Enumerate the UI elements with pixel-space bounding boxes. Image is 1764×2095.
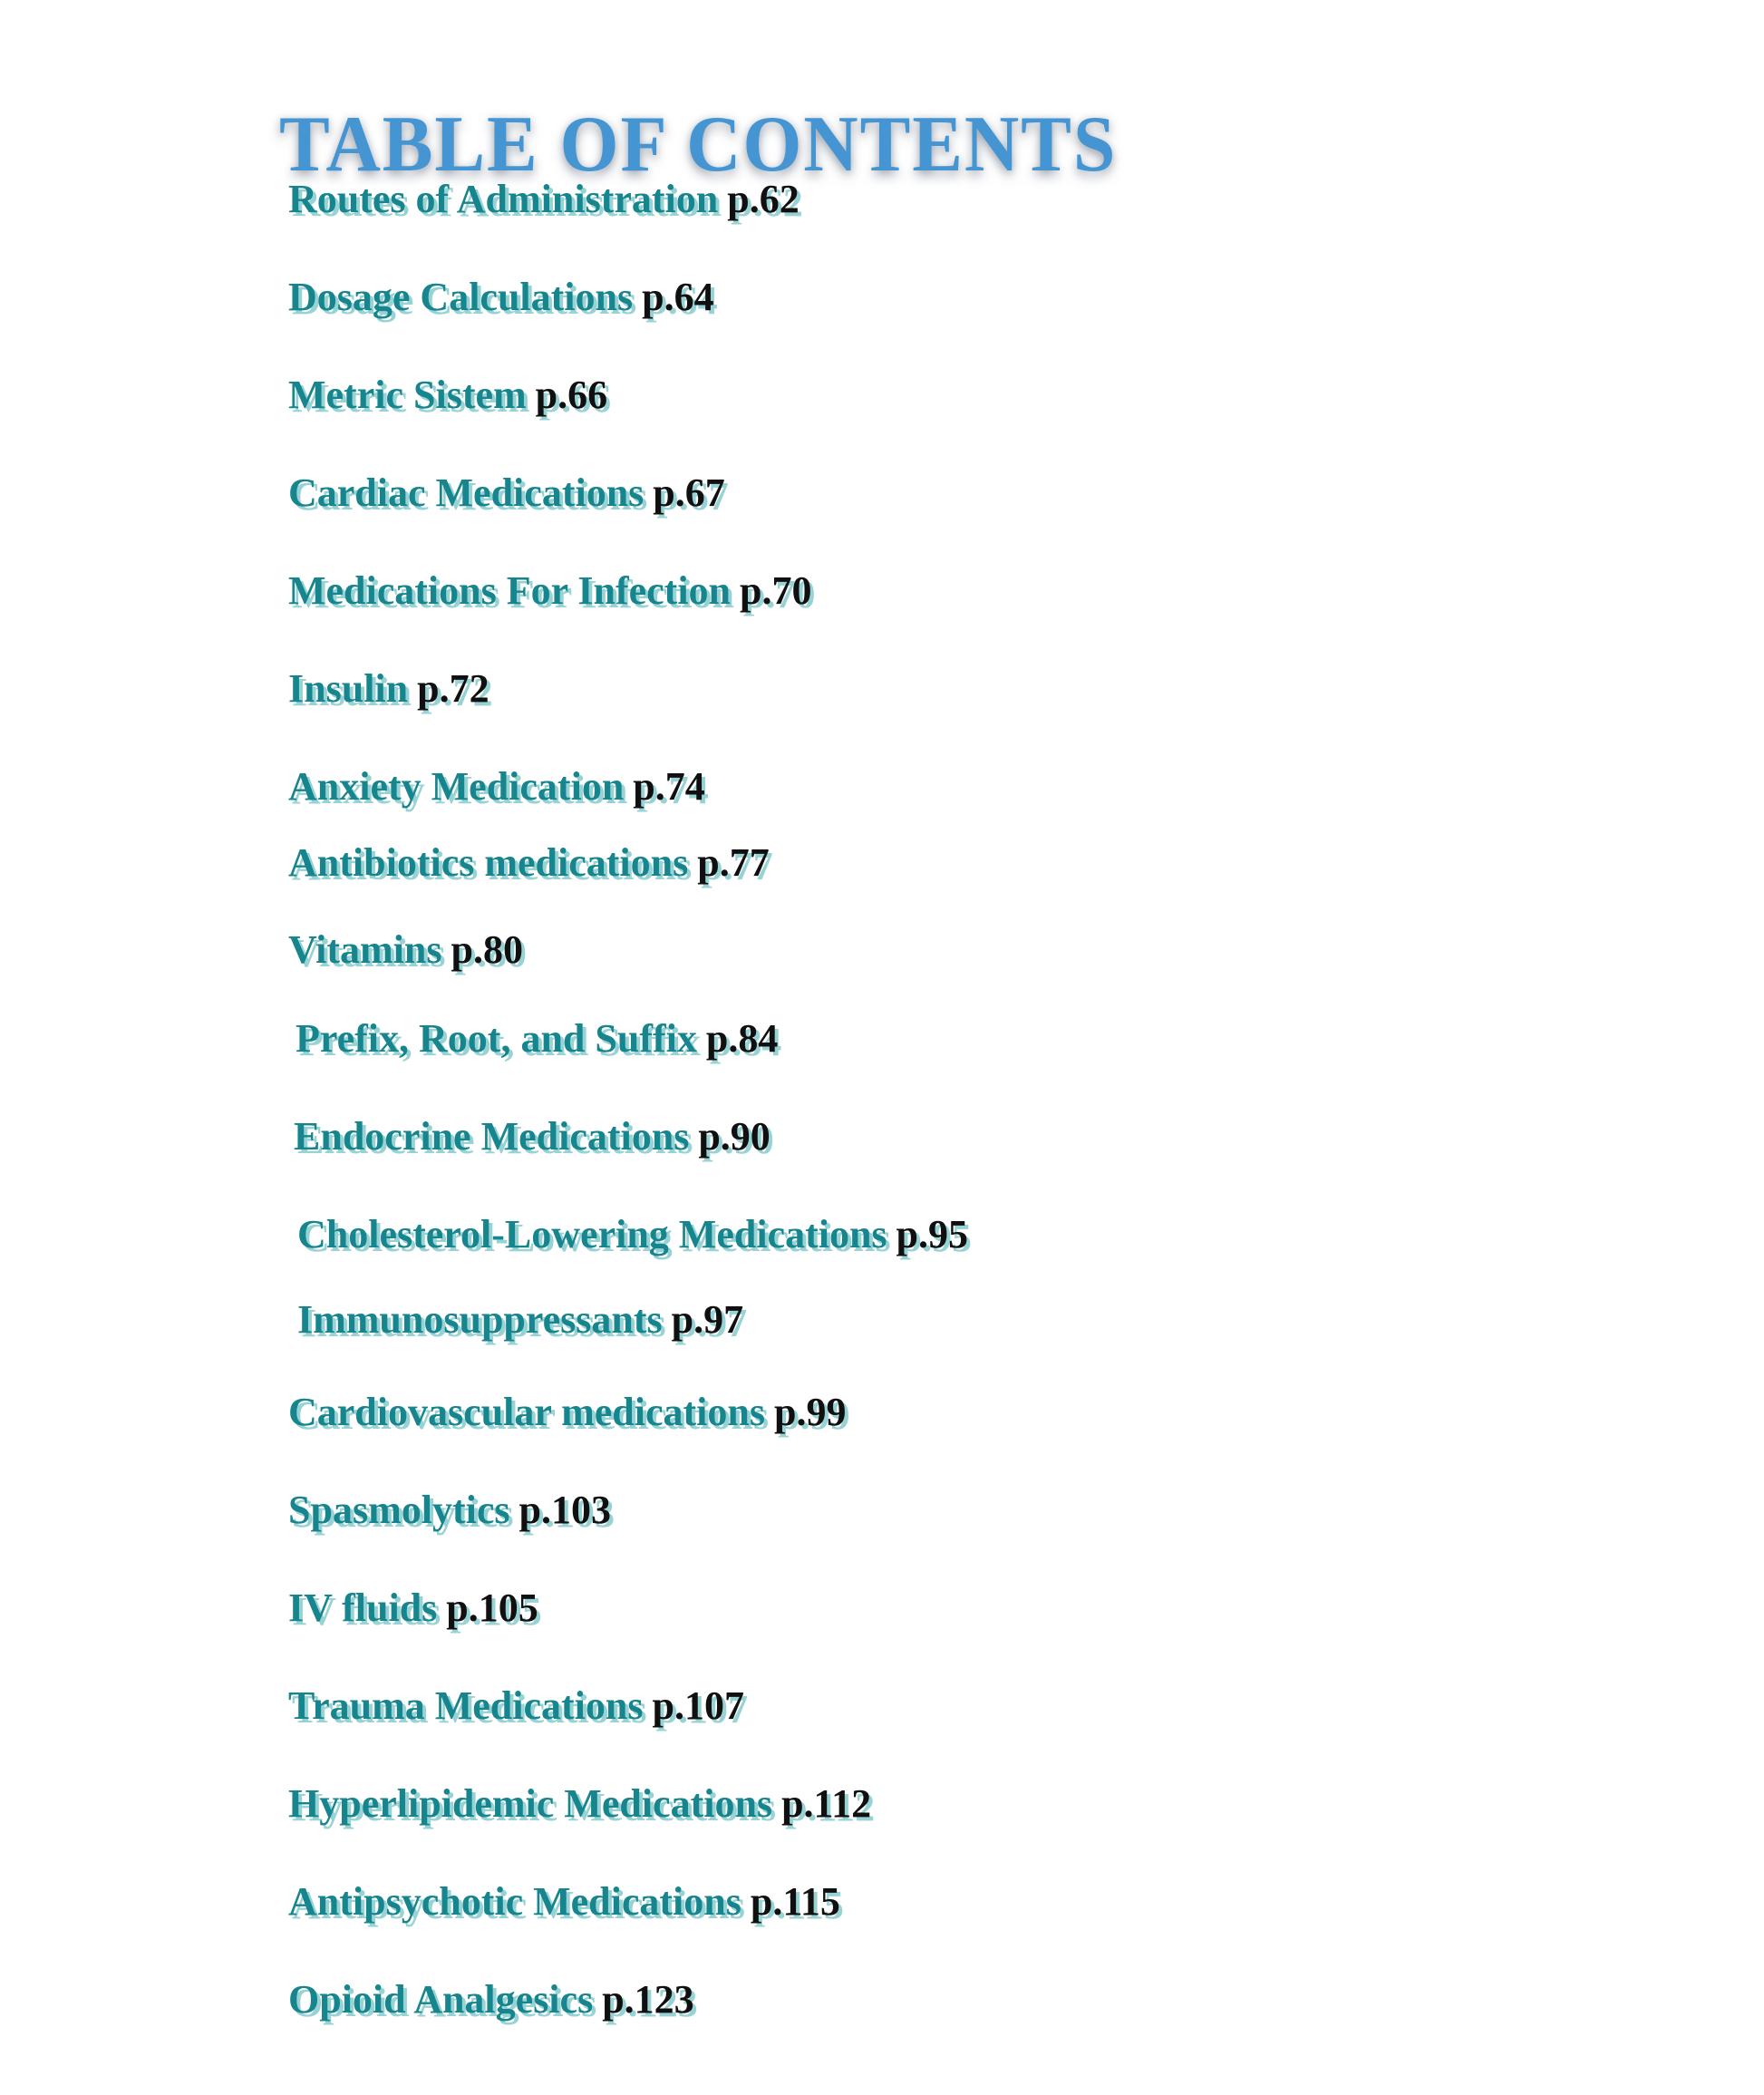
toc-entry-page: p.97	[671, 1297, 744, 1342]
toc-entry-title: Spasmolytics	[288, 1488, 510, 1532]
toc-entry-page: p.77	[697, 840, 770, 885]
toc-entry-page: p.95	[896, 1212, 969, 1256]
toc-entry	[288, 1781, 968, 1826]
toc-entry	[288, 840, 968, 885]
toc-entry-title: Cardiac Medications	[288, 470, 645, 515]
toc-entry	[288, 1392, 968, 1432]
toc-entry	[288, 1977, 968, 2022]
toc-entry-page: p.67	[653, 470, 725, 515]
toc-entry	[288, 1016, 968, 1061]
toc-entry-title: Medications For Infection	[288, 568, 732, 613]
toc-entry-title: Trauma Medications	[288, 1683, 644, 1728]
toc-entry-page: p.80	[451, 927, 523, 972]
toc-entry-page: p.103	[519, 1488, 611, 1532]
toc-entry-title: Opioid Analgesics	[288, 1977, 594, 2022]
toc-entry-page: p.70	[740, 568, 812, 613]
toc-entry-page: p.99	[773, 1390, 847, 1434]
toc-entry-page: p.72	[417, 666, 489, 711]
toc-entry	[288, 470, 968, 515]
toc-entry-title: Immunosuppressants	[297, 1297, 663, 1342]
toc-entry	[288, 179, 968, 219]
toc-entry-title: Endocrine Medications	[294, 1114, 690, 1159]
toc-list	[288, 179, 968, 2078]
toc-entry	[288, 927, 968, 972]
toc-entry-page: p.123	[602, 1977, 694, 2022]
toc-entry-title: Dosage Calculations	[288, 275, 634, 319]
toc-entry-title: Routes of Administration	[288, 177, 719, 221]
toc-entry	[288, 568, 968, 613]
toc-entry-page: p.107	[652, 1683, 744, 1728]
toc-entry-page: p.62	[727, 177, 800, 221]
toc-entry-page: p.66	[535, 373, 608, 417]
toc-entry	[288, 1114, 968, 1159]
toc-entry	[288, 1879, 968, 1924]
toc-entry-title: Insulin	[288, 666, 409, 711]
toc-entry-page: p.84	[705, 1016, 779, 1061]
toc-entry-title: Cholesterol-Lowering Medications	[297, 1212, 887, 1256]
toc-entry-title: Antibiotics medications	[288, 840, 689, 885]
toc-entry-page: p.64	[642, 275, 714, 319]
toc-entry	[288, 1297, 968, 1342]
toc-entry-page: p.115	[750, 1879, 840, 1924]
toc-entry	[288, 1490, 968, 1530]
toc-entry-title: Prefix, Root, and Suffix	[296, 1016, 697, 1061]
toc-entry-page: p.90	[698, 1114, 771, 1159]
toc-entry-title: Vitamins	[288, 927, 442, 972]
toc-entry-title: Cardiovascular medications	[288, 1390, 765, 1434]
toc-entry-page: p.112	[781, 1781, 872, 1826]
toc-entry	[288, 1212, 969, 1256]
toc-entry-title: Hyperlipidemic Medications	[288, 1781, 773, 1826]
toc-entry-title: Antipsychotic Medications	[288, 1879, 741, 1924]
page-title: TABLE OF CONTENTS	[279, 100, 1118, 189]
toc-entry	[288, 1683, 968, 1728]
toc-entry	[288, 375, 968, 415]
toc-entry-page: p.105	[446, 1586, 538, 1630]
toc-entry-page: p.74	[633, 764, 705, 809]
toc-entry	[288, 277, 968, 317]
toc-entry	[288, 666, 968, 711]
toc-entry	[288, 1588, 968, 1628]
toc-entry	[288, 764, 968, 809]
toc-entry-title: Anxiety Medication	[288, 764, 625, 809]
toc-entry-title: Metric Sistem	[288, 373, 527, 417]
toc-entry-title: IV fluids	[288, 1586, 438, 1630]
